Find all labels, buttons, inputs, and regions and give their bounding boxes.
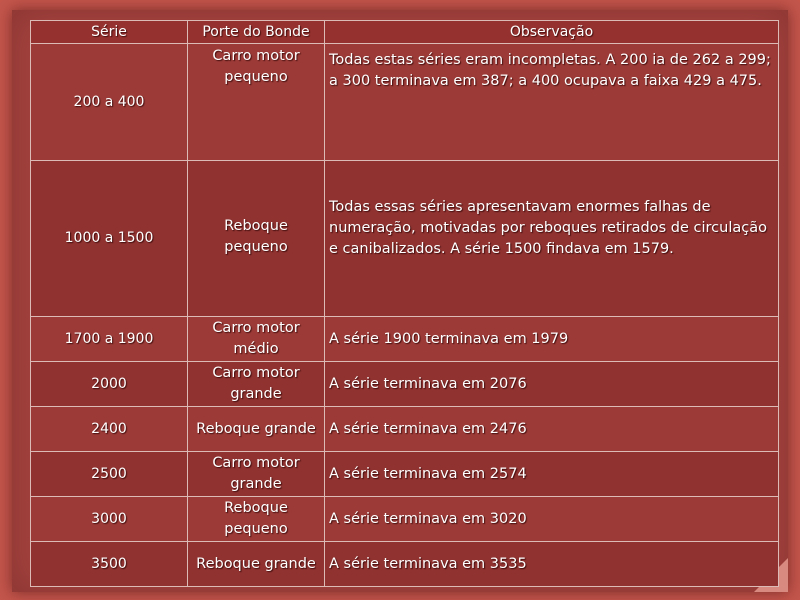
type-text: Carro motor médio	[212, 320, 300, 357]
table-header-row	[31, 21, 779, 44]
series-cell: 1700 a 1900	[31, 317, 188, 362]
type-cell	[188, 407, 325, 452]
series-cell: 200 a 400	[31, 44, 188, 161]
tram-series-table	[30, 20, 779, 587]
series-cell: 3500	[31, 542, 188, 587]
observation-cell: A série terminava em 2574	[325, 452, 779, 497]
type-text: Carro motor pequeno	[212, 48, 300, 85]
table-row	[31, 362, 779, 407]
type-text: Reboque grande	[196, 555, 316, 572]
observation-cell: A série terminava em 2476	[325, 407, 779, 452]
type-cell	[188, 452, 325, 497]
observation-cell: Todas essas séries apresentavam enormes falhas de numeração, motivadas por reboques retirados de circulação e canibalizados. A série 1500 findava em 1579.	[325, 161, 779, 317]
series-cell: 3000	[31, 497, 188, 542]
type-cell	[188, 317, 325, 362]
type-cell	[188, 161, 325, 317]
series-cell: 2400	[31, 407, 188, 452]
table-row	[31, 497, 779, 542]
table-row	[31, 317, 779, 362]
type-text: Reboque pequeno	[224, 218, 288, 255]
table-row	[31, 542, 779, 587]
observation-cell: A série terminava em 2076	[325, 362, 779, 407]
type-text: Reboque pequeno	[224, 500, 288, 537]
header-porte: Porte do Bonde	[188, 21, 325, 44]
table-row	[31, 44, 779, 161]
observation-cell: A série terminava em 3535	[325, 542, 779, 587]
type-cell	[188, 497, 325, 542]
type-text: Carro motor grande	[212, 455, 300, 492]
header-serie: Série	[31, 21, 188, 44]
observation-cell: Todas estas séries eram incompletas. A 200 ia de 262 a 299; a 300 terminava em 387; a 400 ocupava a faixa 429 a 475.	[325, 44, 779, 161]
series-cell: 2500	[31, 452, 188, 497]
observation-cell: A série 1900 terminava em 1979	[325, 317, 779, 362]
type-cell	[188, 44, 325, 161]
header-observacao: Observação	[325, 21, 779, 44]
type-cell	[188, 362, 325, 407]
series-cell: 1000 a 1500	[31, 161, 188, 317]
table-row	[31, 161, 779, 317]
type-text: Carro motor grande	[212, 365, 300, 402]
type-text: Reboque grande	[196, 420, 316, 437]
type-cell	[188, 542, 325, 587]
table-row	[31, 452, 779, 497]
series-cell: 2000	[31, 362, 188, 407]
table-row	[31, 407, 779, 452]
observation-cell: A série terminava em 3020	[325, 497, 779, 542]
